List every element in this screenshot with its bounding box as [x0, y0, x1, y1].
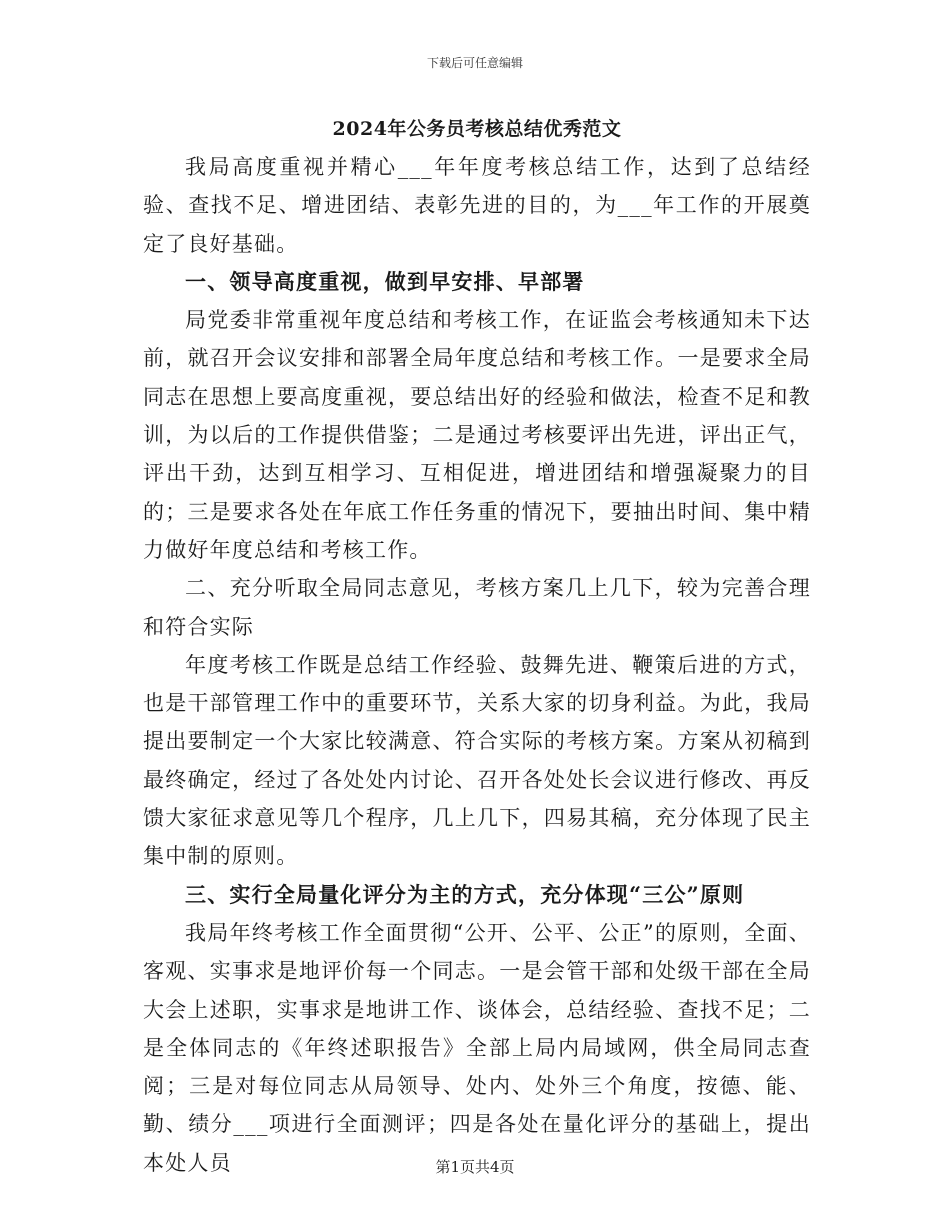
section-heading-1: 一、领导高度重视，做到早安排、早部署: [185, 268, 585, 294]
paragraph-section-1: 局党委非常重视年度总结和考核工作，在证监会考核通知未下达前，就召开会议安排和部署全局年度总结和考核工作。一是要求全局同志在思想上要高度重视，要总结出好的经验和做法，检查不足和教训，为以后的工作提供借鉴；二是通过考核要评出先进，评出正气，评出干劲，达到互相学习、互相促进，增进团结和增强凝聚力的目的；三是要求各处在年底工作任务重的情况下，要抽出时间、集中精力做好年度总结和考核工作。: [143, 308, 811, 562]
paragraph-intro: 我局高度重视并精心___年年度考核总结工作，达到了总结经验、查找不足、增进团结、表彰先进的目的，为___年工作的开展奠定了良好基础。: [143, 155, 811, 256]
section-heading-2: 二、充分听取全局同志意见，考核方案几上几下，较为完善合理和符合实际: [143, 576, 811, 639]
paragraph-section-2: 年度考核工作既是总结工作经验、鼓舞先进、鞭策后进的方式，也是干部管理工作中的重要环节，关系大家的切身利益。为此，我局提出要制定一个大家比较满意、符合实际的考核方案。方案从初稿到最终确定，经过了各处处内讨论、召开各处处长会议进行修改、再反馈大家征求意见等几个程序，几上几下，四易其稿，充分体现了民主集中制的原则。: [143, 652, 811, 869]
document-body: [143, 110, 811, 1182]
paragraph-section-3: 我局年终考核工作全面贯彻“公开、公平、公正”的原则，全面、客观、实事求是地评价每一个同志。一是会管干部和处级干部在全局大会上述职，实事求是地讲工作、谈体会，总结经验、查找不足；二是全体同志的《年终述职报告》全部上局内局域网，供全局同志查阅；三是对每位同志从局领导、处内、处外三个角度，按德、能、勤、绩分___项进行全面测评；四是各处在量化评分的基础上，提出本处人员: [143, 920, 811, 1175]
document-title: 2024年公务员考核总结优秀范文: [332, 118, 622, 140]
page-header-note: 下载后可任意编辑: [426, 56, 523, 70]
page-number: 第1页共4页: [435, 1158, 515, 1176]
section-heading-3: 三、实行全局量化评分为主的方式，充分体现“三公”原则: [185, 881, 745, 907]
